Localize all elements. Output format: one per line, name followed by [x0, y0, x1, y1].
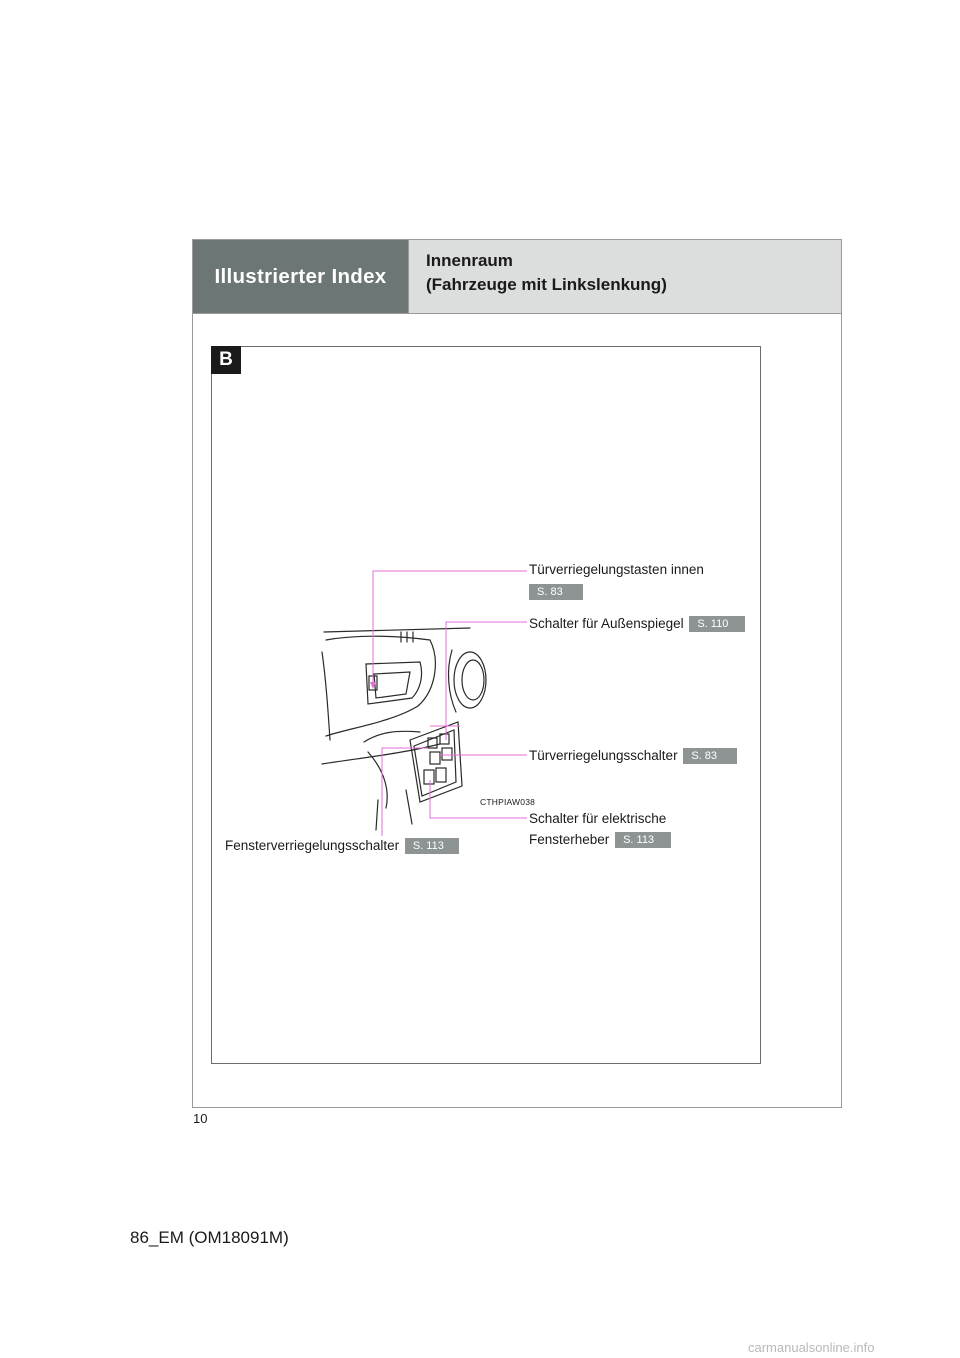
- page-ref-outside-mirror-switch[interactable]: S. 110: [689, 616, 745, 632]
- document-code: 86_EM (OM18091M): [130, 1228, 289, 1247]
- watermark: carmanualsonline.info: [748, 1340, 875, 1355]
- page-ref-window-lock-switch[interactable]: S. 113: [405, 838, 459, 854]
- callout-door-lock-switch: [529, 747, 737, 765]
- callout-outside-mirror-switch-label: Schalter für Außenspiegel: [529, 616, 684, 631]
- chapter-title-line1: Innenraum: [426, 251, 513, 270]
- callout-power-window-switch-label-line2: Fensterheber: [529, 832, 610, 847]
- callout-inner-lock-buttons: [529, 561, 704, 601]
- page-ref-door-lock-switch[interactable]: S. 83: [683, 748, 737, 764]
- callout-outside-mirror-switch: [529, 615, 745, 633]
- section-title: Illustrierter Index: [193, 240, 408, 313]
- callout-power-window-switch: [529, 810, 671, 849]
- callout-door-lock-switch-label: Türverriegelungsschalter: [529, 748, 678, 763]
- callout-window-lock-switch: [225, 837, 459, 855]
- callout-inner-lock-buttons-label: Türverriegelungstasten innen: [529, 562, 704, 577]
- chapter-title-line2: (Fahrzeuge mit Linkslenkung): [426, 275, 667, 294]
- section-badge: B: [211, 346, 241, 374]
- page-ref-inner-lock-buttons[interactable]: S. 83: [529, 584, 583, 600]
- callout-window-lock-switch-label: Fensterverriegelungsschalter: [225, 838, 400, 853]
- callout-power-window-switch-label-line1: Schalter für elektrische: [529, 811, 667, 826]
- door-trim-drawing: [322, 628, 486, 830]
- page-ref-power-window-switch[interactable]: S. 113: [615, 832, 671, 848]
- image-code: CTHPIAW038: [480, 797, 536, 807]
- page-number: 10: [193, 1111, 208, 1126]
